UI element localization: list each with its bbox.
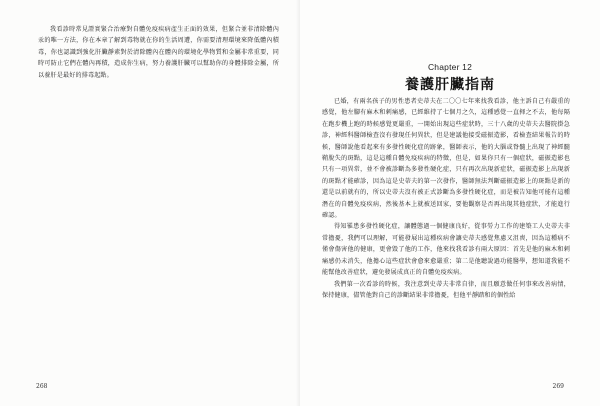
- right-paragraph-3: 我們第一次看診的時候，我注意到史蒂夫非常自律，而且願意做任何事來改善病情，保持健康，儘管他對自己的診斷結果非常擔憂，但他平靜踏和的個性給: [322, 280, 570, 299]
- right-paragraph-2: 得知罹患多發性硬化症，讓體態過一個健康良好，從事勞力工作的建築工人史蒂夫非常擔憂，我們可以理解，可能發展出這種疾病會讓史蒂夫感覺焦慮又沮喪，因為這種病不僅會傷害他的健康，更會毀了他的工作，他來找我看診有兩大原因：首先是他的麻木和刺痛感仍未消失，他擔心這些症狀會愈來愈嚴重；第二是他聽說過功能醫學，想知道我能不能幫他改善症狀，避免發展成真正的自體免疫疾病。: [322, 223, 570, 277]
- page-number-left: 268: [36, 383, 48, 390]
- chapter-title: 養護肝臟指南: [405, 77, 495, 93]
- right-page: [300, 0, 600, 406]
- right-paragraph-1: 已婚，有兩名孩子的男性患者史蒂夫在二〇〇七年來找我看診，他主訴自己有嚴重的感覺，他左腳有麻木和刺痛感，已經維持了七個月之久，這種感覺一直揮之不去，他每隔在跑步機上跑的時候感覺更嚴重，一開始出現這些症狀時，三十八歲的史蒂夫去醫院掛急診，神經科醫師檢查沒有發現任何異狀，但是建議他接受磁振造影，看檢查結果報告的時候，醫師說他看起來有多發性硬化症的跡象，醫師表示，他的大腦或脊髓上出現了神經髓鞘脫失的斑點，這是這種自體免疫疾病的特徵，但是，如果你只有一個症狀，磁振造影也只有一項異常，並不會被診斷為多發性硬化症，只有再次出現新症狀，磁振造影上出現新的斑點才能確診，因為這是史蒂夫的第一次發作，醫師無法判斷磁振造影上的斑點是新的還是以前就有的，所以史蒂夫沒有被正式診斷為多發性硬化症，而是被告知他可能有這種潛在的自體免疫疾病，然後基本上就被送回家，要他觀察是否再出現其他症狀，才能進行確認。: [322, 98, 570, 220]
- left-paragraph-1: 我看診時常見證實緊合治療對自體免疫疾病產生正面的效果，但緊合並非清除體內汞的唯一方法，你在本章了解到毒物就在你的生活周遭，你需要清理環境來降低體內積毒，你也認識到強化肝臟靜素對於清除體內在體內的環境化學物質和金屬非常重要，同時可防止它們在體內再積，造成你生病，努力養護肝臟可以幫助你的身體排除金屬，所以養肝是最好的排毒起點。: [38, 26, 279, 79]
- chapter-label: Chapter 12: [427, 62, 473, 72]
- page-number-right: 269: [552, 383, 564, 390]
- left-page-body: [38, 24, 279, 81]
- right-page-body: [322, 96, 570, 301]
